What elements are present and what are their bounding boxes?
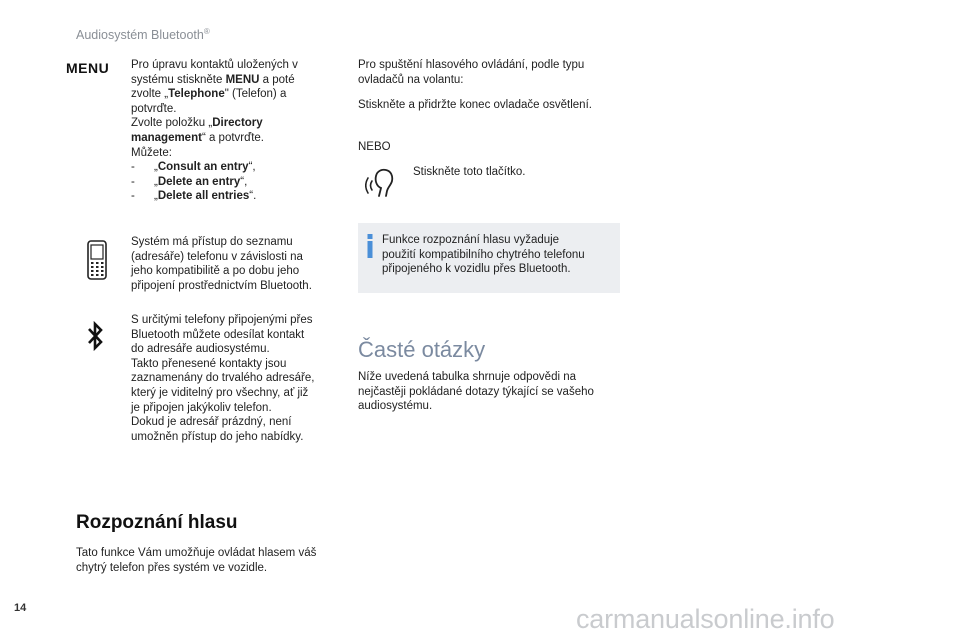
running-header [76,27,210,42]
phone-directory-text: Systém má přístup do seznamu (adresáře) telefonu v závislosti na jeho kompatibilitě a po dobu jeho připojení prostřednictvím Bluetooth. [131,236,312,292]
or-text: NEBO [358,141,391,153]
hold-stalk-text: Stiskněte a přidržte konec ovladače osvětlení. [358,99,592,111]
press-button-text: Stiskněte toto tlačítko. [413,166,526,178]
info-note-text: Funkce rozpoznání hlasu vyžaduje použití kompatibilního chytrého telefonu připojeného k vozidlu přes Bluetooth. [382,234,585,276]
bluetooth-contacts-text: S určitými telefony připojenými přes Bluetooth můžete odesílat kontakt do adresáře audiosystému. Takto přenesené kontakty jsou zaznamenány do trvalého adresáře, který je viditelný pro všechny, ať již je připojen jakýkoliv telefon. Dokud je adresář prázdný, není umožněn přístup do jeho nabídky. [131,314,315,443]
info-icon [366,234,374,258]
voice-recognition-heading: Rozpoznání hlasu [76,512,238,533]
info-note-box [358,223,620,293]
faq-intro-text: Níže uvedená tabulka shrnuje odpovědi na nejčastěji pokládané dotazy týkající se vašeho audiosystému. [358,371,594,413]
mobile-phone-icon [86,240,108,280]
voice-recognition-intro: Tato funkce Vám umožňuje ovládat hlasem váš chytrý telefon přes systém ve vozidle. [76,547,317,574]
header-title: Audiosystém Bluetooth [76,28,204,43]
faq-heading: Časté otázky [358,337,486,362]
menu-button-icon: MENU [66,60,110,76]
voice-activation-text: Pro spuštění hlasového ovládání, podle typu ovladačů na volantu: [358,59,585,86]
page-number: 14 [14,602,27,614]
header-registered-mark: ® [203,27,210,36]
voice-command-icon [365,166,399,200]
contacts-edit-text: Pro úpravu kontaktů uložených v systému stiskněte MENU a poté zvolte „Telephone" (Telefon) a potvrďte. Zvolte položku „Directory management“ a potvrďte. Můžete: - „Consult an entry“, - „Delete an entry“, - „Delete all entries“. [131,59,298,203]
watermark: carmanualsonline.info [576,604,835,634]
bluetooth-icon [86,320,104,352]
